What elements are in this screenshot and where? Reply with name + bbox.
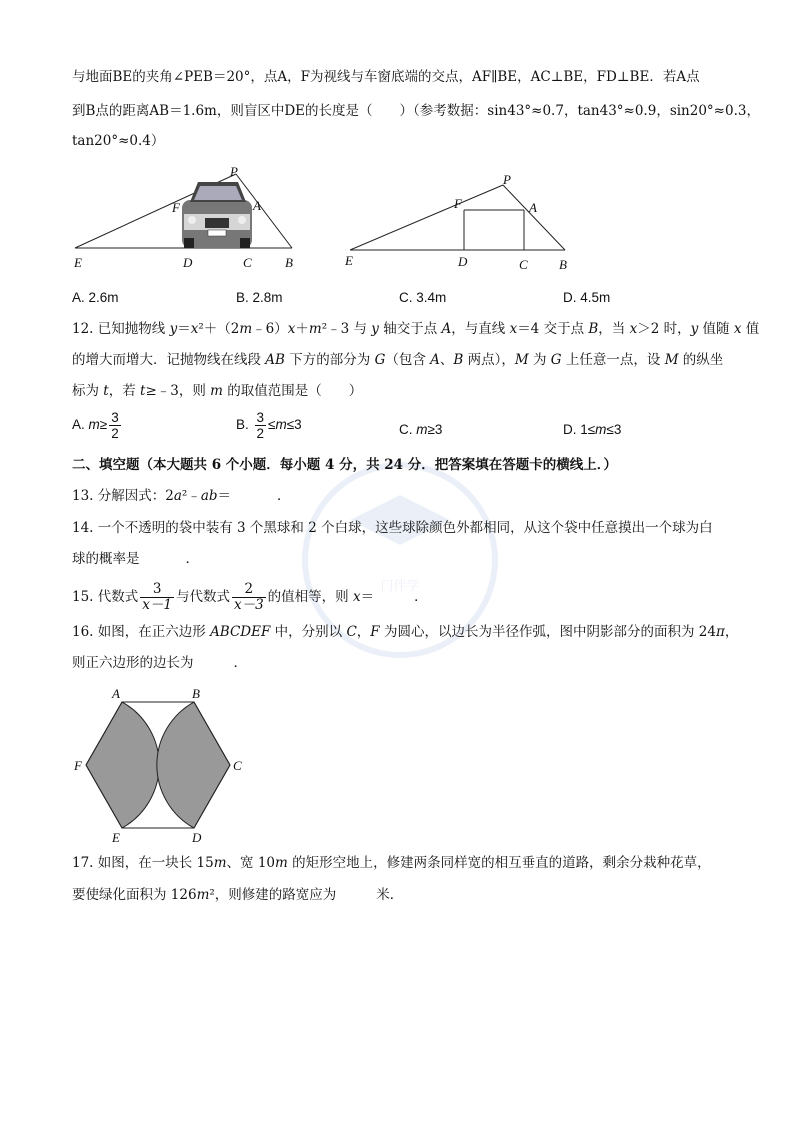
fig1-label-p: P	[230, 164, 238, 179]
q12-option-c: C. m≥3	[399, 422, 443, 437]
q11-line1: 与地面BE的夹角∠PEB＝20°，点A，F为视线与车窗底端的交点，AF∥BE，AC⊥BE，FD⊥BE．若A点	[72, 69, 700, 85]
car-icon	[182, 182, 252, 248]
fig2-label-e: E	[345, 253, 353, 268]
fig1-label-e: E	[74, 255, 82, 270]
fig1-label-c: C	[243, 255, 252, 270]
fig2-label-d: D	[458, 254, 468, 269]
q11-option-c: C. 3.4m	[399, 290, 447, 305]
q12-option-a: A. m≥ $\frac{3}{2}$	[72, 410, 119, 441]
q12-line1: 12. 已知抛物线 y＝x²＋（2m﹣6）x＋m²﹣3 与 y 轴交于点 A，与直线 x＝4 交于点 B，当 x＞2 时，y 值随 x 值	[72, 321, 760, 337]
hex-label-a: A	[112, 686, 120, 701]
hex-label-b: B	[192, 686, 200, 701]
hex-label-c: C	[233, 758, 242, 773]
q15-line: 15. 代数式 $\frac{3}{x-1}$ 与代数式 $\frac{2}{x-3}$ 的值相等，则 x＝ ．	[72, 581, 428, 613]
q13-line: 13. 分解因式：2a²﹣ab＝ ．	[72, 488, 291, 504]
q16-line1: 16. 如图，在正六边形 ABCDEF 中，分别以 C，F 为圆心，以边长为半径作弧，图中阴影部分的面积为 24π，	[72, 624, 739, 640]
watermark-logo	[290, 440, 510, 700]
fig2-label-f: F	[454, 196, 462, 211]
fig2-label-p: P	[503, 172, 511, 187]
fig2-label-b: B	[559, 257, 567, 272]
q11-option-d: D. 4.5m	[563, 290, 611, 305]
fig1-label-d: D	[183, 255, 193, 270]
q11-option-a: A. 2.6m	[72, 290, 119, 305]
q12-option-d: D. 1≤m≤3	[563, 422, 622, 437]
q11-figure-car	[60, 160, 310, 275]
q12-line2: 的增大而增大．记抛物线在线段 AB 下方的部分为 G（包含 A、B 两点），M 为 G 上任意一点，设 M 的纵坐	[72, 352, 724, 368]
q11-line3: tan20°≈0.4）	[72, 133, 165, 149]
fig1-label-a: A	[253, 198, 261, 213]
section-heading: 二、填空题（本大题共 6 个小题．每小题 4 分，共 24 分．把答案填在答题卡的横线上．）	[72, 457, 618, 473]
fig1-label-f: F	[172, 200, 180, 215]
hex-label-d: D	[192, 830, 202, 845]
hex-label-f: F	[74, 758, 82, 773]
q16-line2: 则正六边形的边长为 ．	[72, 655, 247, 671]
fig2-label-a: A	[529, 200, 537, 215]
q11-option-b: B. 2.8m	[236, 290, 283, 305]
q17-line1: 17. 如图，在一块长 15m、宽 10m 的矩形空地上，修建两条同样宽的相互垂直的道路，剩余分栽种花草，	[72, 855, 711, 871]
q12-line3: 标为 t，若 t≥﹣3，则 m 的取值范围是（ ）	[72, 383, 363, 399]
hex-label-e: E	[112, 830, 120, 845]
q11-figure-geometry	[340, 170, 580, 275]
q12-option-b: B. $\frac{3}{2}$ ≤m≤3	[236, 410, 302, 441]
q11-line2: 到B点的距离AB＝1.6m，则盲区中DE的长度是（ ）（参考数据：sin43°≈0.7，tan43°≈0.9，sin20°≈0.3，	[72, 103, 760, 119]
q16-figure-hexagon	[70, 680, 260, 845]
q14-line2: 球的概率是 ．	[72, 551, 199, 567]
q14-line1: 14. 一个不透明的袋中装有 3 个黑球和 2 个白球，这些球除颜色外都相同，从这个袋中任意摸出一个球为白	[72, 520, 713, 536]
q17-line2: 要使绿化面积为 126m²，则修建的路宽应为 米．	[72, 887, 404, 903]
fig2-label-c: C	[519, 257, 528, 272]
fig1-label-b: B	[285, 255, 293, 270]
watermark-text: 门伴学	[380, 578, 420, 593]
